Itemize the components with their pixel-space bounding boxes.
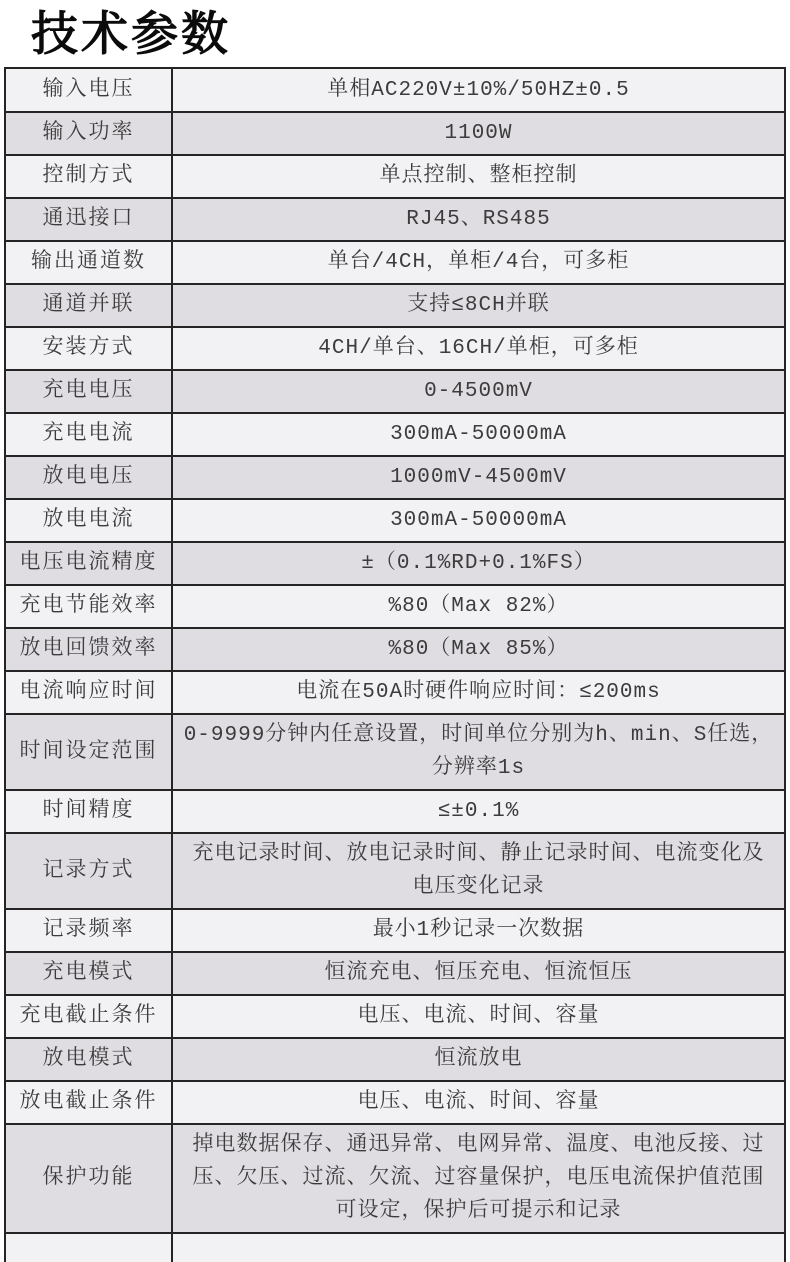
spec-value: 电压、电流、时间、容量 [357, 1091, 600, 1114]
table-row [6, 326, 784, 369]
table-row [6, 369, 784, 412]
table-row [6, 412, 784, 455]
spec-table [4, 67, 786, 1262]
spec-value: 0-4500mV [424, 380, 533, 403]
spec-label: 时间精度 [6, 791, 173, 832]
table-row [6, 197, 784, 240]
spec-value: 1100W [444, 122, 513, 145]
spec-label: 控制方式 [6, 156, 173, 197]
table-row [6, 541, 784, 584]
spec-label: 放电电流 [6, 500, 173, 541]
table-row [6, 789, 784, 832]
table-row [6, 627, 784, 670]
table-row [6, 832, 784, 908]
table-row [6, 111, 784, 154]
spec-value: 0-9999分钟内任意设置，时间单位分别为h、min、S任选，分辨率1s [183, 724, 774, 780]
spec-value: 最小1秒记录一次数据 [372, 919, 585, 942]
spec-value: 300mA-50000mA [390, 509, 567, 532]
spec-label: 放电电压 [6, 457, 173, 498]
spec-label: 放电截止条件 [6, 1082, 173, 1123]
spec-value: 单相AC220V±10%/50HZ±0.5 [327, 78, 630, 102]
spec-value: 4CH/单台、16CH/单柜，可多柜 [318, 337, 639, 360]
table-row [6, 154, 784, 197]
spec-value: 电流在50A时硬件响应时间：≤200ms [296, 681, 661, 704]
spec-value: 300mA-50000mA [390, 423, 567, 446]
spec-value: 单点控制、整柜控制 [379, 165, 578, 188]
spec-value: ±（0.1%RD+0.1%FS） [361, 552, 596, 575]
table-row [6, 908, 784, 951]
spec-value: 恒流充电、恒压充电、恒流恒压 [324, 962, 633, 985]
table-row [6, 994, 784, 1037]
spec-value: %80（Max 85%） [388, 638, 569, 661]
table-row [6, 498, 784, 541]
spec-value: 掉电数据保存、通迅异常、电网异常、温度、电池反接、过压、欠压、过流、欠流、过容量保护，电压电流保护值范围可设定，保护后可提示和记录 [192, 1134, 765, 1223]
spec-value: ≤±0.1% [437, 800, 520, 823]
spec-label: 电压电流精度 [6, 543, 173, 584]
spec-label: 充电电压 [6, 371, 173, 412]
spec-value: %80（Max 82%） [388, 595, 569, 618]
spec-label: 充电节能效率 [6, 586, 173, 627]
table-row [6, 283, 784, 326]
spec-label [6, 1234, 173, 1262]
table-row [6, 455, 784, 498]
spec-label: 充电电流 [6, 414, 173, 455]
table-row [6, 951, 784, 994]
table-row [6, 1232, 784, 1262]
page-title: 技术参数 [31, 7, 231, 60]
spec-label: 输出通道数 [6, 242, 173, 283]
spec-label: 充电截止条件 [6, 996, 173, 1037]
table-row [6, 1037, 784, 1080]
spec-label: 输入电压 [6, 69, 173, 111]
table-row [6, 1080, 784, 1123]
spec-value: RJ45、RS485 [406, 208, 551, 231]
spec-value: 充电记录时间、放电记录时间、静止记录时间、电流变化及电压变化记录 [192, 843, 765, 899]
spec-label: 安装方式 [6, 328, 173, 369]
table-row [6, 713, 784, 789]
spec-label: 放电回馈效率 [6, 629, 173, 670]
spec-label: 保护功能 [6, 1125, 173, 1232]
spec-value: 支持≤8CH并联 [407, 294, 550, 317]
spec-label: 输入功率 [6, 113, 173, 154]
spec-value: 恒流放电 [434, 1048, 523, 1071]
spec-label: 记录方式 [6, 834, 173, 908]
spec-value: 1000mV-4500mV [390, 466, 567, 489]
table-row [6, 670, 784, 713]
table-row [6, 240, 784, 283]
spec-label: 通道并联 [6, 285, 173, 326]
spec-label: 时间设定范围 [6, 715, 173, 789]
spec-label: 记录频率 [6, 910, 173, 951]
spec-label: 通迅接口 [6, 199, 173, 240]
table-row [6, 69, 784, 111]
spec-value: 单台/4CH，单柜/4台，可多柜 [327, 251, 630, 274]
table-row [6, 1123, 784, 1232]
spec-label: 充电模式 [6, 953, 173, 994]
spec-label: 放电模式 [6, 1039, 173, 1080]
spec-value: 电压、电流、时间、容量 [357, 1005, 600, 1028]
spec-label: 电流响应时间 [6, 672, 173, 713]
spec-value [173, 1234, 784, 1262]
table-row [6, 584, 784, 627]
